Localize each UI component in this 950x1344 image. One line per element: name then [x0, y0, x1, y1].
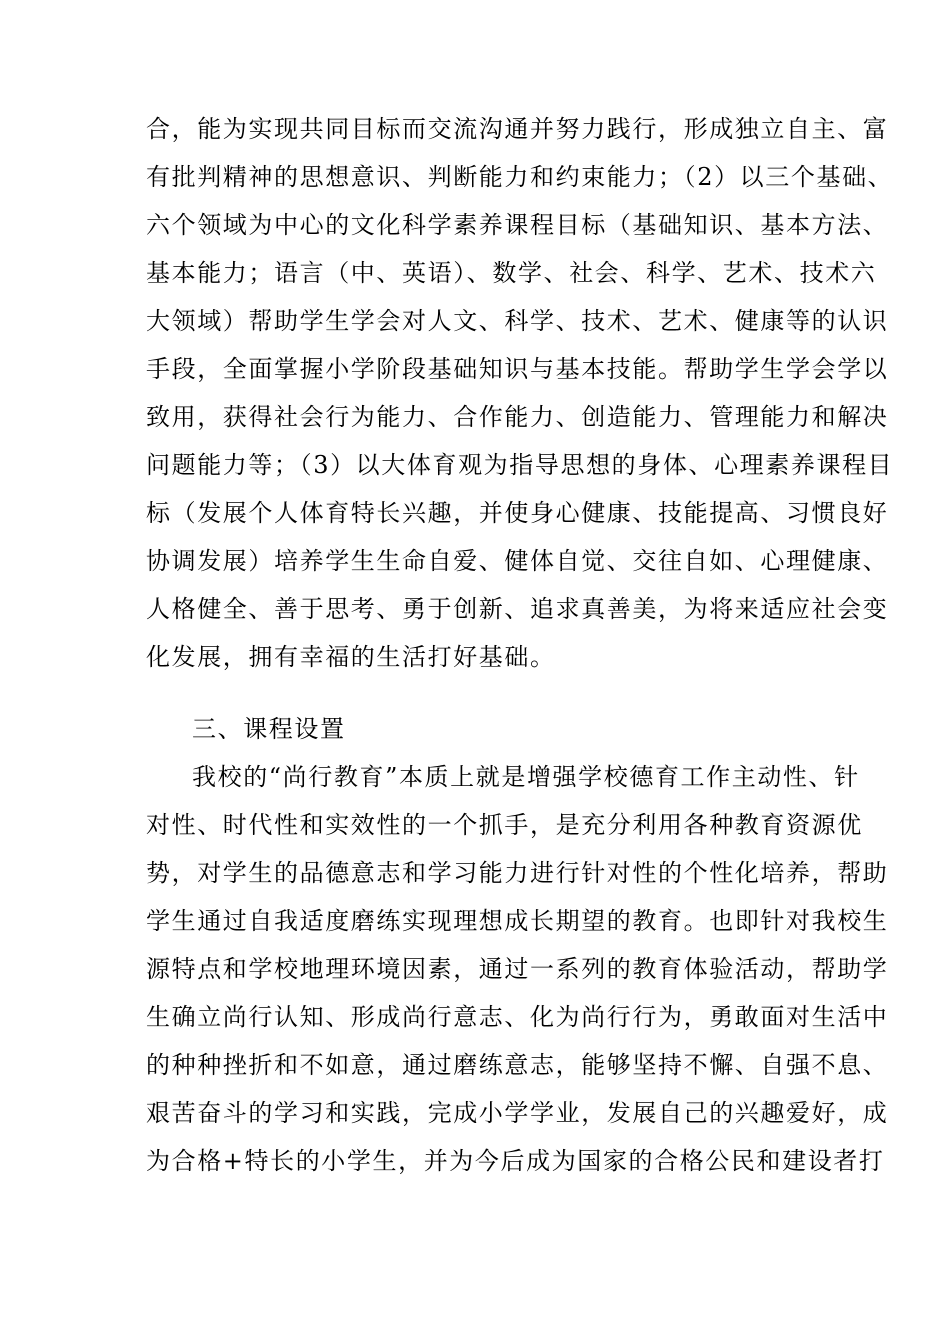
paragraph-line: 致用，获得社会行为能力、合作能力、创造能力、管理能力和解决 [146, 403, 889, 431]
paragraph-line: 势，对学生的品德意志和学习能力进行针对性的个性化培养，帮助 [146, 859, 889, 887]
paragraph-line: 我校的“尚行教育”本质上就是增强学校德育工作主动性、针 [192, 763, 860, 791]
section-heading: 三、课程设置 [192, 715, 346, 743]
paragraph-line: 协调发展）培养学生生命自爱、健体自觉、交往自如、心理健康、 [146, 547, 889, 575]
paragraph-line: 有批判精神的思想意识、判断能力和约束能力；（2）以三个基础、 [146, 163, 894, 191]
paragraph-line: 合，能为实现共同目标而交流沟通并努力践行，形成独立自主、富 [146, 115, 889, 143]
paragraph-line: 对性、时代性和实效性的一个抓手，是充分利用各种教育资源优 [146, 811, 863, 839]
paragraph-line: 六个领域为中心的文化科学素养课程目标（基础知识、基本方法、 [146, 211, 889, 239]
paragraph-line: 标（发展个人体育特长兴趣，并使身心健康、技能提高、习惯良好 [146, 499, 889, 527]
paragraph-line: 大领域）帮助学生学会对人文、科学、技术、艺术、健康等的认识 [146, 307, 889, 335]
paragraph-line: 手段，全面掌握小学阶段基础知识与基本技能。帮助学生学会学以 [146, 355, 889, 383]
paragraph-line: 生确立尚行认知、形成尚行意志、化为尚行行为，勇敢面对生活中 [146, 1003, 889, 1031]
paragraph-line: 问题能力等；（3）以大体育观为指导思想的身体、心理素养课程目 [146, 451, 894, 479]
paragraph-line: 学生通过自我适度磨练实现理想成长期望的教育。也即针对我校生 [146, 907, 889, 935]
paragraph-line: 人格健全、善于思考、勇于创新、追求真善美，为将来适应社会变 [146, 595, 889, 623]
paragraph-line: 为合格+特长的小学生，并为今后成为国家的合格公民和建设者打 [146, 1147, 885, 1175]
paragraph-line: 源特点和学校地理环境因素，通过一系列的教育体验活动，帮助学 [146, 955, 889, 983]
paragraph-line: 化发展，拥有幸福的生活打好基础。 [146, 643, 556, 671]
paragraph-line: 基本能力；语言（中、英语）、数学、社会、科学、艺术、技术六 [146, 259, 877, 287]
paragraph-line: 艰苦奋斗的学习和实践，完成小学学业，发展自己的兴趣爱好，成 [146, 1099, 889, 1127]
paragraph-line: 的种种挫折和不如意，通过磨练意志，能够坚持不懈、自强不息、 [146, 1051, 889, 1079]
